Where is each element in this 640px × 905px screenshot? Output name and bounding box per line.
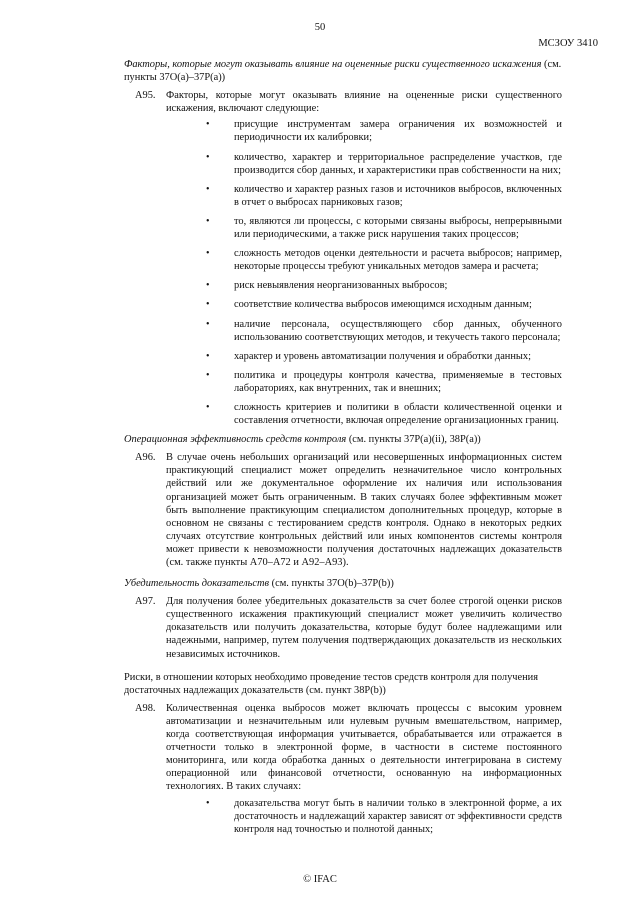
bullet-icon: • — [206, 119, 210, 131]
section — [124, 577, 562, 661]
bullet-icon: • — [206, 280, 210, 292]
section-heading-italic: Факторы, которые могут оказывать влияние на оцененные риски существенного искажения — [124, 59, 542, 70]
paragraph — [124, 89, 562, 427]
bullet-item — [206, 215, 562, 241]
bullet-text: риск невыявления неорганизованных выбросов; — [234, 280, 448, 292]
bullet-text: сложность методов оценки деятельности и расчета выбросов; например, некоторые процессы требуют уникальных методов замера и расчета; — [234, 248, 562, 273]
bullet-icon: • — [206, 299, 210, 311]
section-heading-text: Риски, в отношении которых необходимо проведение тестов средств контроля для получения достаточных надлежащих доказательств (см. пункт 38Р(b)) — [124, 671, 539, 696]
paragraph — [124, 595, 562, 660]
paragraph-number: A97. — [135, 596, 156, 608]
bullet-text: политика и процедуры контроля качества, применяемые в тестовых лабораториях, как внутренних, так и внешних; — [234, 369, 562, 394]
bullet-text: сложность критериев и политики в области количественной оценки и составления отчетности, включая определение организационных границ. — [234, 401, 562, 427]
section-heading-italic: Убедительность доказательств — [124, 578, 270, 590]
bullet-icon: • — [206, 318, 210, 330]
bullet-list — [166, 797, 562, 836]
bullet-icon: • — [206, 215, 210, 227]
section-heading — [124, 58, 562, 84]
bullet-item — [206, 318, 562, 344]
bullet-text: характер и уровень автоматизации получения и обработки данных; — [234, 350, 531, 362]
bullet-text: наличие персонала, осуществляющего сбор данных, обученного использованию соответствующих методов, и текучесть такого персонала; — [234, 318, 562, 343]
page-number: 50 — [314, 22, 326, 33]
bullet-item — [206, 298, 562, 311]
bullet-item — [206, 350, 562, 363]
section-heading-text: (см. пункты 37Р(а)(ii), 38Р(а)) — [346, 434, 481, 446]
paragraph-number: A98. — [135, 702, 156, 714]
paragraph-number: A96. — [135, 452, 156, 464]
section — [124, 58, 562, 427]
bullet-icon: • — [206, 401, 210, 413]
document-code: МСЗОУ 3410 — [538, 38, 598, 49]
section-heading-italic: Операционная эффективность средств контроля — [124, 434, 347, 446]
bullet-text: то, являются ли процессы, с которыми связаны выбросы, непрерывными или периодическими, а также риск нарушения таких процессов; — [234, 215, 562, 241]
bullet-icon: • — [206, 797, 210, 809]
footer-copyright: © IFAC — [303, 874, 337, 885]
bullet-list — [166, 118, 562, 427]
paragraph-number: A95. — [135, 90, 156, 102]
bullet-item — [206, 118, 562, 144]
section-heading-text: (см. пункты 37О(а)–37Р(а)) — [124, 59, 562, 84]
paragraph — [124, 702, 562, 836]
bullet-icon: • — [206, 183, 210, 195]
bullet-item — [206, 797, 562, 836]
bullet-item — [206, 247, 562, 273]
bullet-text: присущие инструментам замера ограничения их возможностей и периодичности их калибровки; — [234, 119, 562, 144]
bullet-item — [206, 369, 562, 395]
paragraph-text: Факторы, которые могут оказывать влияние на оцененные риски существенного искажения, включают следующие: — [166, 90, 562, 115]
section — [124, 433, 562, 569]
bullet-item — [206, 401, 562, 427]
section-heading — [124, 577, 562, 590]
page-content — [124, 58, 562, 842]
section — [124, 671, 562, 836]
bullet-text: доказательства могут быть в наличии только в электронной форме, а их достаточность и надлежащий характер зависят от эффективности средств контроля над точностью и полнотой данных; — [234, 797, 562, 835]
paragraph-text: Для получения более убедительных доказательств за счет более строгой оценки рисков существенного искажения практикующий специалист может увеличить количество доказательств или получить доказательства, которые будут более надлежащими или надежными, например, путем получения подтверждающих доказательств из нескольких независимых источников. — [166, 596, 562, 660]
bullet-icon: • — [206, 248, 210, 260]
section-heading — [124, 671, 562, 697]
bullet-item — [206, 183, 562, 209]
bullet-item — [206, 151, 562, 177]
section-heading — [124, 433, 562, 446]
section-heading-text: (см. пункты 37О(b)–37Р(b)) — [269, 578, 394, 590]
paragraph-text: В случае очень небольших организаций или несовершенных информационных систем практикующий специалист может определить незначительное число контрольных действий или же документальное оформление их наличия или использования организацией может быть ограниченным. В таких случаях более эффективным может быть выполнение практикующим специалистом дополнительных процедур, которые в основном не связаны с тестированием средств контроля. Однако в некоторых редких случаях отсутствие контрольных действий или иных компонентов системы контроля может привести к невозможности получения достаточных надлежащих доказательств (см. также пункты A70–A72 и A92–A93). — [166, 452, 562, 568]
bullet-icon: • — [206, 369, 210, 381]
bullet-text: количество и характер разных газов и источников выбросов, включенных в отчет о выбросах парниковых газов; — [234, 183, 562, 208]
bullet-item — [206, 279, 562, 292]
paragraph — [124, 451, 562, 569]
bullet-icon: • — [206, 151, 210, 163]
paragraph-text: Количественная оценка выбросов может включать процессы с высоким уровнем автоматизации и незначительным или нулевым ручным вмешательством, например, когда соответствующая информация учитывается, обрабатывается или отражается в отчетности только в электронной форме, в частности в системе постоянного мониторинга, или когда обработка данных о деятельности интегрирована в систему операционной или финансовой отчетности, основанную на информационных технологиях. В таких случаях: — [166, 702, 562, 793]
bullet-text: соответствие количества выбросов имеющимся исходным данным; — [234, 299, 532, 311]
bullet-icon: • — [206, 350, 210, 362]
bullet-text: количество, характер и территориальное распределение участков, где производится сбор данных, и характеристики прав собственности на них; — [234, 151, 562, 176]
